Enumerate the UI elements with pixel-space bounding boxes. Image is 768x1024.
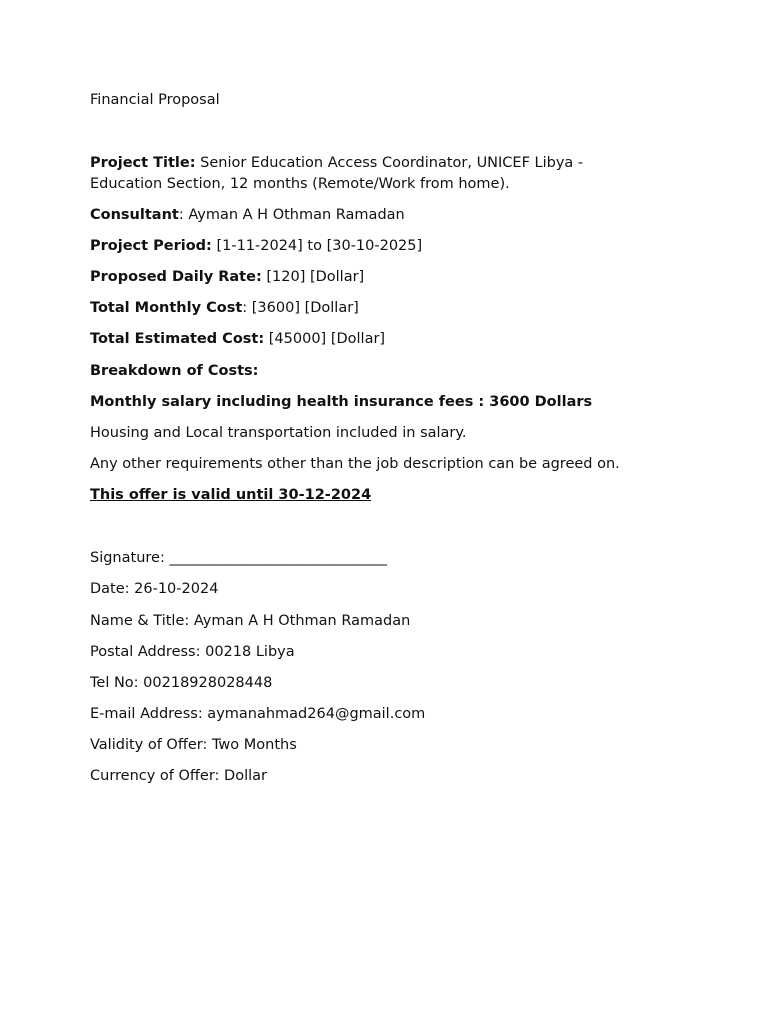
name-title-line: Name & Title: Ayman A H Othman Ramadan: [90, 613, 411, 629]
signature-line: Signature: ______________________________: [90, 550, 387, 566]
monthly-cost-label: Total Monthly Cost: [90, 300, 243, 316]
tel-line: Tel No: 00218928028448: [90, 675, 273, 691]
daily-rate-value: [120] [Dollar]: [261, 269, 365, 285]
project-title-line: [90, 153, 650, 195]
project-period-value: [1-11-2024] to [30-10-2025]: [211, 238, 423, 254]
date-line: Date: 26-10-2024: [90, 581, 219, 597]
validity-of-offer-line: Validity of Offer: Two Months: [90, 737, 297, 753]
project-title-value: Senior Education Access Coordinator, UNICEF Libya - Education Section, 12 months (Remote/Work from home).: [90, 155, 584, 192]
housing-note: Housing and Local transportation included in salary.: [90, 425, 467, 441]
daily-rate-label: Proposed Daily Rate:: [90, 269, 262, 285]
consultant-value: : Ayman A H Othman Ramadan: [178, 207, 405, 223]
estimated-cost-label: Total Estimated Cost:: [90, 331, 265, 347]
daily-rate-line: [90, 267, 364, 288]
estimated-cost-line: [90, 329, 385, 350]
validity-note: This offer is valid until 30-12-2024: [90, 487, 372, 503]
project-period-line: [90, 236, 422, 257]
project-title-label: Project Title:: [90, 155, 196, 171]
estimated-cost-value: [45000] [Dollar]: [264, 331, 386, 347]
document-heading: Financial Proposal: [90, 92, 220, 108]
consultant-label: Consultant: [90, 207, 179, 223]
monthly-salary-line: Monthly salary including health insurance fees : 3600 Dollars: [90, 394, 593, 410]
project-period-label: Project Period:: [90, 238, 212, 254]
other-requirements-note: Any other requirements other than the job description can be agreed on.: [90, 456, 620, 472]
monthly-cost-value: : [3600] [Dollar]: [242, 300, 359, 316]
monthly-cost-line: [90, 298, 359, 319]
currency-of-offer-line: Currency of Offer: Dollar: [90, 768, 267, 784]
email-line: E-mail Address: aymanahmad264@gmail.com: [90, 706, 426, 722]
consultant-line: [90, 205, 405, 226]
postal-address-line: Postal Address: 00218 Libya: [90, 644, 295, 660]
breakdown-heading: Breakdown of Costs:: [90, 363, 259, 379]
